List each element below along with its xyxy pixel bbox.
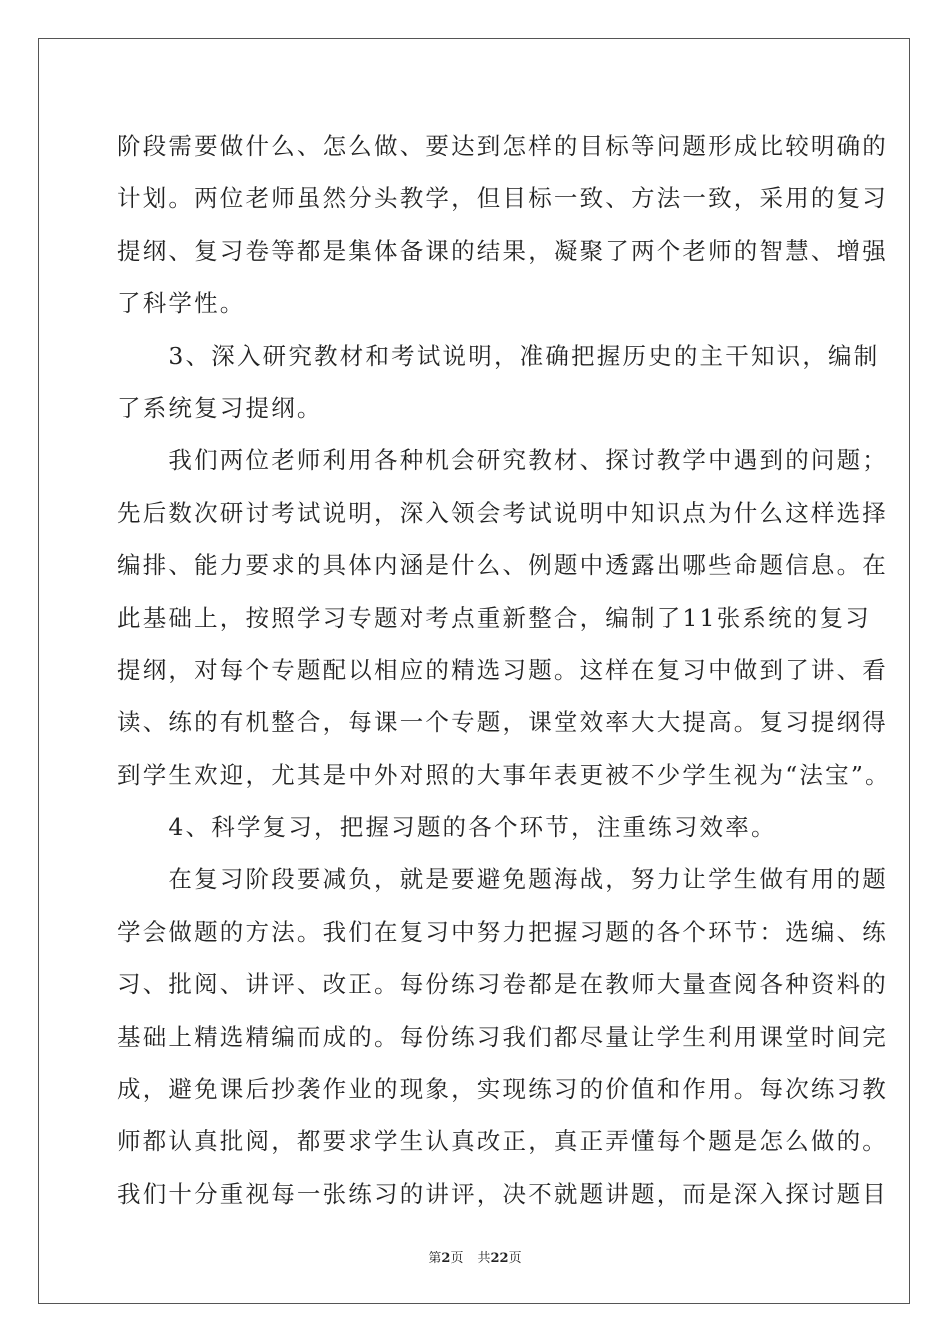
document-body [117,120,891,1220]
text-line: 了科学性。 [117,289,246,318]
text-line: 计划。两位老师虽然分头教学，但目标一致、方法一致，采用的复习 [117,184,888,213]
text-line: 师都认真批阅，都要求学生认真改正，真正弄懂每个题是怎么做的。 [117,1127,888,1156]
text-line: 在复习阶段要减负，就是要避免题海战，努力让学生做有用的题 [117,865,888,894]
text-line: 提纲，对每个专题配以相应的精选习题。这样在复习中做到了讲、看 [117,655,888,684]
text-line: 先后数次研讨考试说明，深入领会考试说明中知识点为什么这样选择 [117,498,888,527]
text-line: 成，避免课后抄袭作业的现象，实现练习的价值和作用。每次练习教 [117,1075,888,1104]
text-line: 基础上精选精编而成的。每份练习我们都尽量让学生利用课堂时间完 [117,1022,888,1051]
text-line: 学会做题的方法。我们在复习中努力把握习题的各个环节：选编、练 [117,917,888,946]
text-line: 3、深入研究教材和考试说明，准确把握历史的主干知识，编制 [117,341,880,370]
text-line: 我们十分重视每一张练习的讲评，决不就题讲题，而是深入探讨题目 [117,1179,888,1208]
text-line: 习、批阅、讲评、改正。每份练习卷都是在教师大量查阅各种资料的 [117,970,888,999]
text-line: 编排、能力要求的具体内涵是什么、例题中透露出哪些命题信息。在 [117,551,888,580]
page-footer [0,1247,950,1266]
text-line: 提纲、复习卷等都是集体备课的结果，凝聚了两个老师的智慧、增强 [117,236,888,265]
text-line: 读、练的有机整合，每课一个专题，课堂效率大大提高。复习提纲得 [117,708,888,737]
page-indicator: 第2页 [428,1251,464,1266]
text-line: 了系统复习提纲。 [117,393,323,422]
text-line: 阶段需要做什么、怎么做、要达到怎样的目标等问题形成比较明确的 [117,132,888,160]
text-line: 我们两位老师利用各种机会研究教材、探讨教学中遇到的问题； [117,446,888,475]
text-line: 此基础上，按照学习专题对考点重新整合，编制了11张系统的复习 [117,603,871,632]
text-line: 到学生欢迎，尤其是中外对照的大事年表更被不少学生视为“法宝”。 [117,760,891,789]
text-line: 4、科学复习，把握习题的各个环节，注重练习效率。 [117,813,777,842]
total-pages-indicator: 共22页 [477,1251,522,1266]
